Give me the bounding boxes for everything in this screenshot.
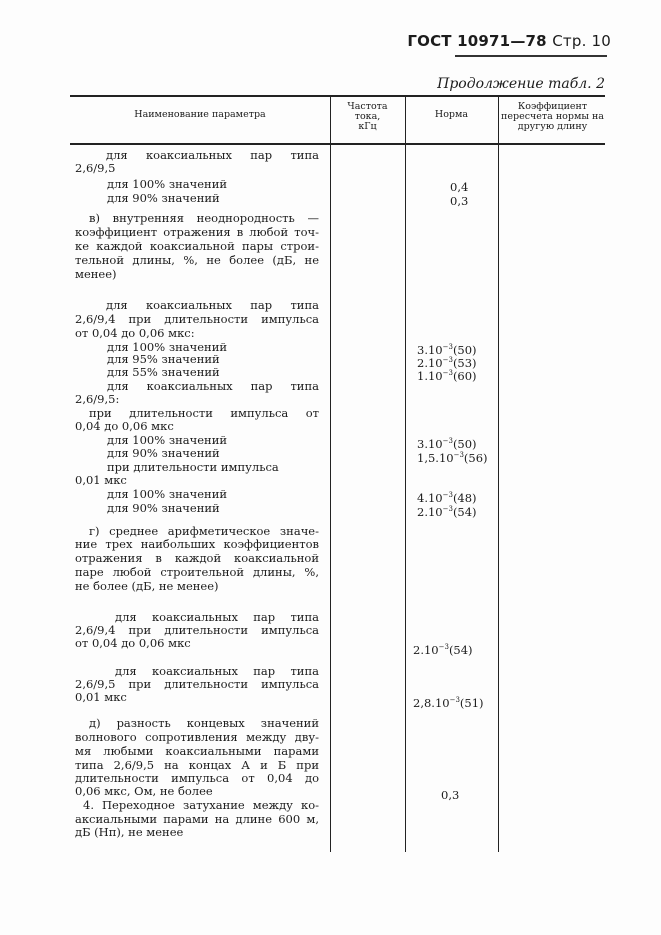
param-line: ние трех наибольших коэффициентов [75, 537, 319, 551]
header-bottom-rule [70, 143, 605, 145]
norm-exponent: −3 [442, 343, 453, 351]
norm-exponent: −3 [442, 505, 453, 513]
norm-base: 1.10 [417, 368, 443, 383]
param-line: г) среднее арифметическое значе- [89, 524, 319, 538]
norm-value [413, 641, 473, 657]
param-line: при длительности импульса [107, 460, 279, 474]
param-line: для коаксиальных пар типа [115, 664, 319, 678]
param-line: от 0,04 до 0,06 мкс: [75, 326, 195, 340]
param-line: паре любой строительной длины, %, [75, 565, 319, 579]
norm-db: (54) [452, 504, 477, 519]
param-line: менее) [75, 267, 117, 281]
norm-base: 2.10 [413, 642, 439, 657]
param-line: 0,01 мкс [75, 690, 127, 704]
norm-base: 1,5.10 [417, 450, 454, 465]
param-line: для 90% значений [107, 191, 220, 205]
norm-base: 4.10 [417, 490, 443, 505]
column-header-conversion-factor: Коэффициент пересчета нормы на другую длину [501, 101, 604, 132]
param-line: отражения в каждой коаксиальной [75, 551, 319, 565]
norm-db: (53) [452, 355, 477, 370]
norm-exponent: −3 [453, 451, 464, 459]
norm-value [417, 449, 488, 465]
norm-db: (48) [452, 490, 477, 505]
param-line: д) разность концевых значений [89, 716, 319, 730]
param-line: мя любыми коаксиальными парами [75, 744, 319, 758]
param-line: для коаксиальных пар типа [106, 298, 319, 312]
norm-db: (50) [452, 436, 477, 451]
page-header [407, 32, 611, 50]
param-line: при длительности импульса от [89, 406, 319, 420]
param-line: ке каждой коаксиальной пары строи- [75, 239, 319, 253]
norm-exponent: −3 [442, 437, 453, 445]
standard-number: ГОСТ 10971—78 [407, 32, 547, 50]
param-line: 2,6/9,5 [75, 161, 116, 175]
norm-value: 0,3 [450, 194, 469, 208]
param-line: для коаксиальных пар типа [107, 379, 319, 393]
param-line: 2,6/9,4 при длительности импульса [75, 312, 319, 326]
norm-exponent: −3 [449, 696, 460, 704]
param-line: длительности импульса от 0,04 до [75, 771, 319, 785]
param-line: волнового сопротивления между дву- [75, 730, 319, 744]
param-line: для 100% значений [107, 487, 228, 501]
norm-value [417, 367, 477, 383]
param-line: 2,6/9,5 при длительности импульса [75, 677, 319, 691]
param-line: не более (дБ, не менее) [75, 579, 219, 593]
param-line: для 95% значений [107, 352, 220, 366]
param-line: 0,01 мкс [75, 473, 127, 487]
column-header-frequency: Частота тока, кГц [347, 101, 388, 132]
norm-db: (51) [459, 695, 484, 710]
column-divider [405, 97, 406, 852]
param-line: для 90% значений [107, 446, 220, 460]
page-number: Стр. 10 [552, 32, 611, 50]
norm-exponent: −3 [442, 369, 453, 377]
param-line: для коаксиальных пар типа [115, 610, 319, 624]
norm-value: 0,4 [450, 180, 469, 194]
column-header-norm: Норма [434, 109, 469, 120]
param-line: 2,6/9,5: [75, 392, 120, 406]
column-divider [498, 97, 499, 852]
param-line: от 0,04 до 0,06 мкс [75, 636, 191, 650]
column-header-parameter: Наименование параметра [134, 109, 266, 120]
param-line: типа 2,6/9,5 на концах А и Б при [75, 758, 319, 772]
param-line: для коаксиальных пар типа [106, 148, 319, 162]
param-line: 2,6/9,4 при длительности импульса [75, 623, 319, 637]
norm-db: (54) [448, 642, 473, 657]
norm-db: (50) [452, 342, 477, 357]
norm-db: (60) [452, 368, 477, 383]
table-continuation-label: Продолжение табл. 2 [437, 76, 605, 92]
param-line: 0,04 до 0,06 мкс [75, 419, 174, 433]
param-line: 0,06 мкс, Ом, не более [75, 784, 213, 798]
param-line: для 100% значений [107, 433, 228, 447]
param-line: для 90% значений [107, 501, 220, 515]
norm-base: 2.10 [417, 504, 443, 519]
norm-base: 2.10 [417, 355, 443, 370]
norm-value [413, 694, 484, 710]
norm-exponent: −3 [442, 491, 453, 499]
param-line: в) внутренняя неоднородность — [89, 211, 319, 225]
norm-base: 3.10 [417, 436, 443, 451]
param-line: для 55% значений [107, 365, 220, 379]
param-line: аксиальными парами на длине 600 м, [75, 812, 319, 826]
column-divider [330, 97, 331, 852]
param-line: 4. Переходное затухание между ко- [83, 798, 319, 812]
param-line: коэффициент отражения в любой точ- [75, 225, 319, 239]
norm-db: (56) [463, 450, 488, 465]
param-line: дБ (Нп), не менее [75, 825, 184, 839]
header-rule [455, 55, 607, 57]
norm-exponent: −3 [442, 356, 453, 364]
norm-value: 0,3 [441, 788, 460, 802]
param-line: для 100% значений [107, 340, 228, 354]
norm-base: 3.10 [417, 342, 443, 357]
param-line: для 100% значений [107, 177, 228, 191]
norm-value [417, 503, 477, 519]
norm-exponent: −3 [438, 643, 449, 651]
norm-base: 2,8.10 [413, 695, 450, 710]
table-top-rule [70, 95, 605, 97]
param-line: тельной длины, %, не более (дБ, не [75, 253, 319, 267]
